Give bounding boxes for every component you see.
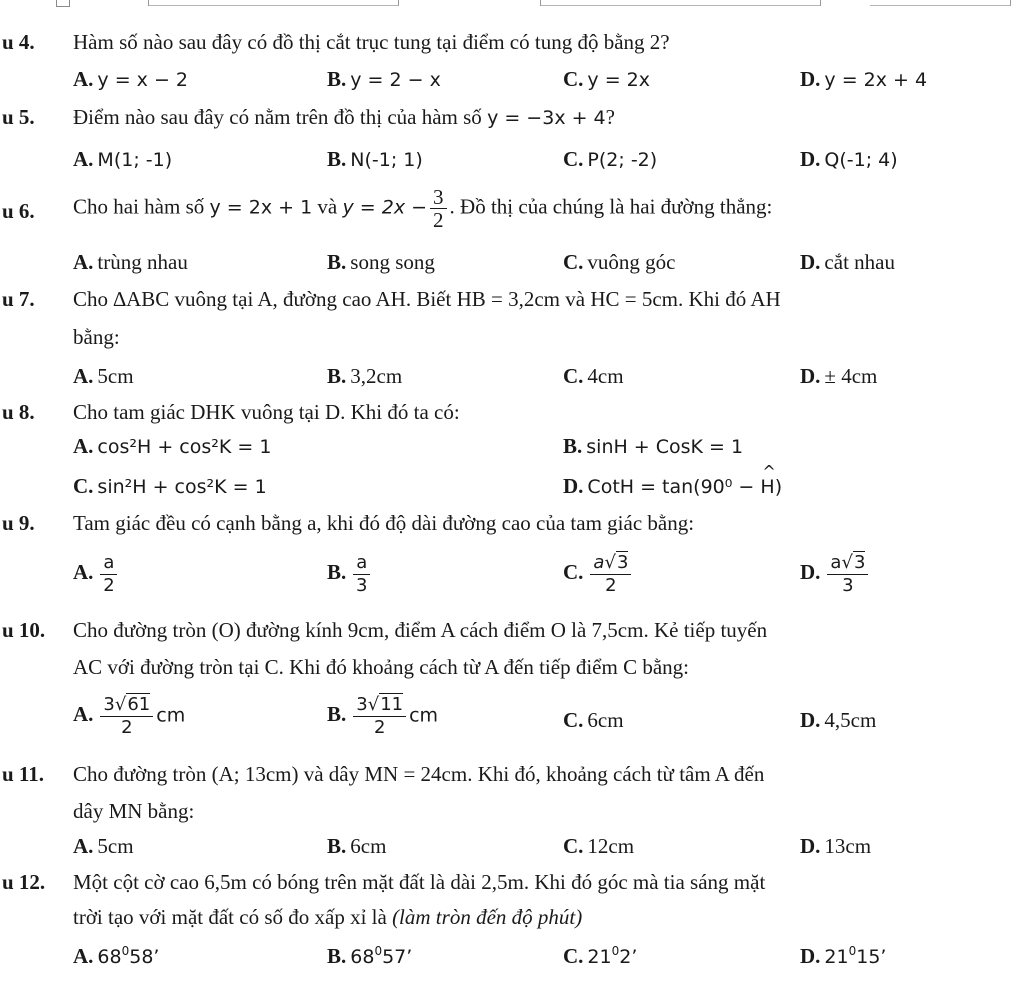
- ruler-tick: [1010, 0, 1011, 6]
- option-b[interactable]: B. $\frac{3√11}{2}$ cm: [327, 694, 439, 738]
- option-c[interactable]: C. 6cm: [563, 708, 624, 732]
- ruler-tick: [398, 0, 399, 6]
- option-c[interactable]: C. 4cm: [563, 364, 624, 388]
- question-text: Cho ∆ABC vuông tại A, đường cao AH. Biết HB = 3,2cm và HC = 5cm. Khi đó AH: [73, 287, 781, 311]
- ruler-tick: [820, 0, 821, 6]
- question-number: u 10.: [2, 618, 46, 642]
- option-a[interactable]: A. 5cm: [73, 834, 134, 858]
- option-c[interactable]: C. P(2; -2): [563, 147, 658, 171]
- fraction: $\frac{3√11}{2}$: [353, 694, 406, 739]
- question-number: u 8.: [2, 400, 35, 424]
- option-b[interactable]: B. y = 2 − x: [327, 67, 441, 91]
- option-c[interactable]: C. 12cm: [563, 834, 635, 858]
- ruler-line: [148, 5, 398, 6]
- option-a[interactable]: A. cos²H + cos²K = 1: [73, 434, 272, 458]
- question-text: Cho hai hàm số y = 2x + 1 và y = 2x − $\frac{3}{2}$ . Đồ thị của chúng là hai đường thẳng:: [73, 185, 773, 232]
- question-text-cont: AC với đường tròn tại C. Khi đó khoảng cách từ A đến tiếp điểm C bằng:: [73, 655, 689, 679]
- option-d[interactable]: D. $21^015$’: [800, 944, 887, 968]
- question-text: Hàm số nào sau đây có đồ thị cắt trục tung tại điểm có tung độ bằng 2?: [73, 30, 670, 54]
- option-d[interactable]: D. CotH = tan(90⁰ − ^ H): [563, 474, 782, 499]
- question-number: u 12.: [2, 870, 46, 894]
- question-text: Cho đường tròn (A; 13cm) và dây MN = 24cm. Khi đó, khoảng cách từ tâm A đến: [73, 762, 765, 786]
- option-a[interactable]: A. M(1; -1): [73, 147, 173, 171]
- option-b[interactable]: B. $\frac{a}{3}$: [327, 552, 373, 597]
- question-text: Điểm nào sau đây có nằm trên đồ thị của hàm số y = −3x + 4?: [73, 105, 615, 129]
- ruler-marker-icon: [56, 0, 70, 7]
- option-b[interactable]: B. 6cm: [327, 834, 387, 858]
- ruler-line: [540, 5, 820, 6]
- question-text-cont: bằng:: [73, 325, 120, 349]
- option-b[interactable]: B. $68^057$’: [327, 944, 413, 968]
- option-d[interactable]: D. ± 4cm: [800, 364, 878, 388]
- question-number: u 6.: [2, 199, 35, 223]
- question-text: Một cột cờ cao 6,5m có bóng trên mặt đất là dài 2,5m. Khi đó góc mà tia sáng mặt: [73, 870, 766, 894]
- question-text: Cho tam giác DHK vuông tại D. Khi đó ta có:: [73, 400, 460, 424]
- option-a[interactable]: A. trùng nhau: [73, 250, 188, 274]
- fraction: $\frac{a}{2}$: [100, 552, 117, 597]
- option-d[interactable]: D. $\frac{a√3}{3}$: [800, 552, 871, 597]
- question-number: u 5.: [2, 105, 35, 129]
- question-text: Tam giác đều có cạnh bằng a, khi đó độ dài đường cao của tam giác bằng:: [73, 511, 695, 535]
- fraction: $\frac{3}{2}$: [430, 186, 447, 231]
- option-d[interactable]: D. Q(-1; 4): [800, 147, 898, 171]
- fraction: $\frac{a}{3}$: [353, 552, 370, 597]
- option-b[interactable]: B. N(-1; 1): [327, 147, 423, 171]
- question-number: u 7.: [2, 287, 35, 311]
- question-number: u 9.: [2, 511, 35, 535]
- fraction: $\frac{3√61}{2}$: [100, 694, 153, 739]
- option-d[interactable]: D. 13cm: [800, 834, 872, 858]
- ruler-tick: [540, 0, 541, 6]
- question-text-cont: trời tạo với mặt đất có số đo xấp xỉ là (làm tròn đến độ phút): [73, 905, 583, 929]
- option-a[interactable]: A. 5cm: [73, 364, 134, 388]
- option-d[interactable]: D. 4,5cm: [800, 708, 877, 732]
- option-a[interactable]: A. $\frac{a}{2}$: [73, 552, 120, 597]
- option-c[interactable]: C. $21^02$’: [563, 944, 638, 968]
- option-a[interactable]: A. $68^058$’: [73, 944, 160, 968]
- ruler-line: [870, 5, 1010, 6]
- option-d[interactable]: D. y = 2x + 4: [800, 67, 928, 91]
- option-c[interactable]: C. y = 2x: [563, 67, 650, 91]
- option-a[interactable]: A. $\frac{3√61}{2}$ cm: [73, 694, 186, 738]
- option-c[interactable]: C. $\frac{a√3}{2}$: [563, 552, 634, 597]
- ruler-tick: [148, 0, 149, 6]
- fraction: $\frac{a√3}{2}$: [590, 552, 631, 597]
- option-c[interactable]: C. sin²H + cos²K = 1: [73, 474, 267, 498]
- question-text: Cho đường tròn (O) đường kính 9cm, điểm A cách điểm O là 7,5cm. Kẻ tiếp tuyến: [73, 618, 768, 642]
- question-number: u 11.: [2, 762, 45, 786]
- question-number: u 4.: [2, 30, 35, 54]
- option-b[interactable]: B. song song: [327, 250, 435, 274]
- option-a[interactable]: A. y = x − 2: [73, 67, 188, 91]
- option-b[interactable]: B. sinH + CosK = 1: [563, 434, 744, 458]
- option-b[interactable]: B. 3,2cm: [327, 364, 403, 388]
- option-d[interactable]: D. cắt nhau: [800, 250, 895, 274]
- ruler-bar: [0, 0, 1024, 8]
- fraction: $\frac{a√3}{3}$: [827, 552, 868, 597]
- option-c[interactable]: C. vuông góc: [563, 250, 676, 274]
- question-text-cont: dây MN bằng:: [73, 799, 195, 823]
